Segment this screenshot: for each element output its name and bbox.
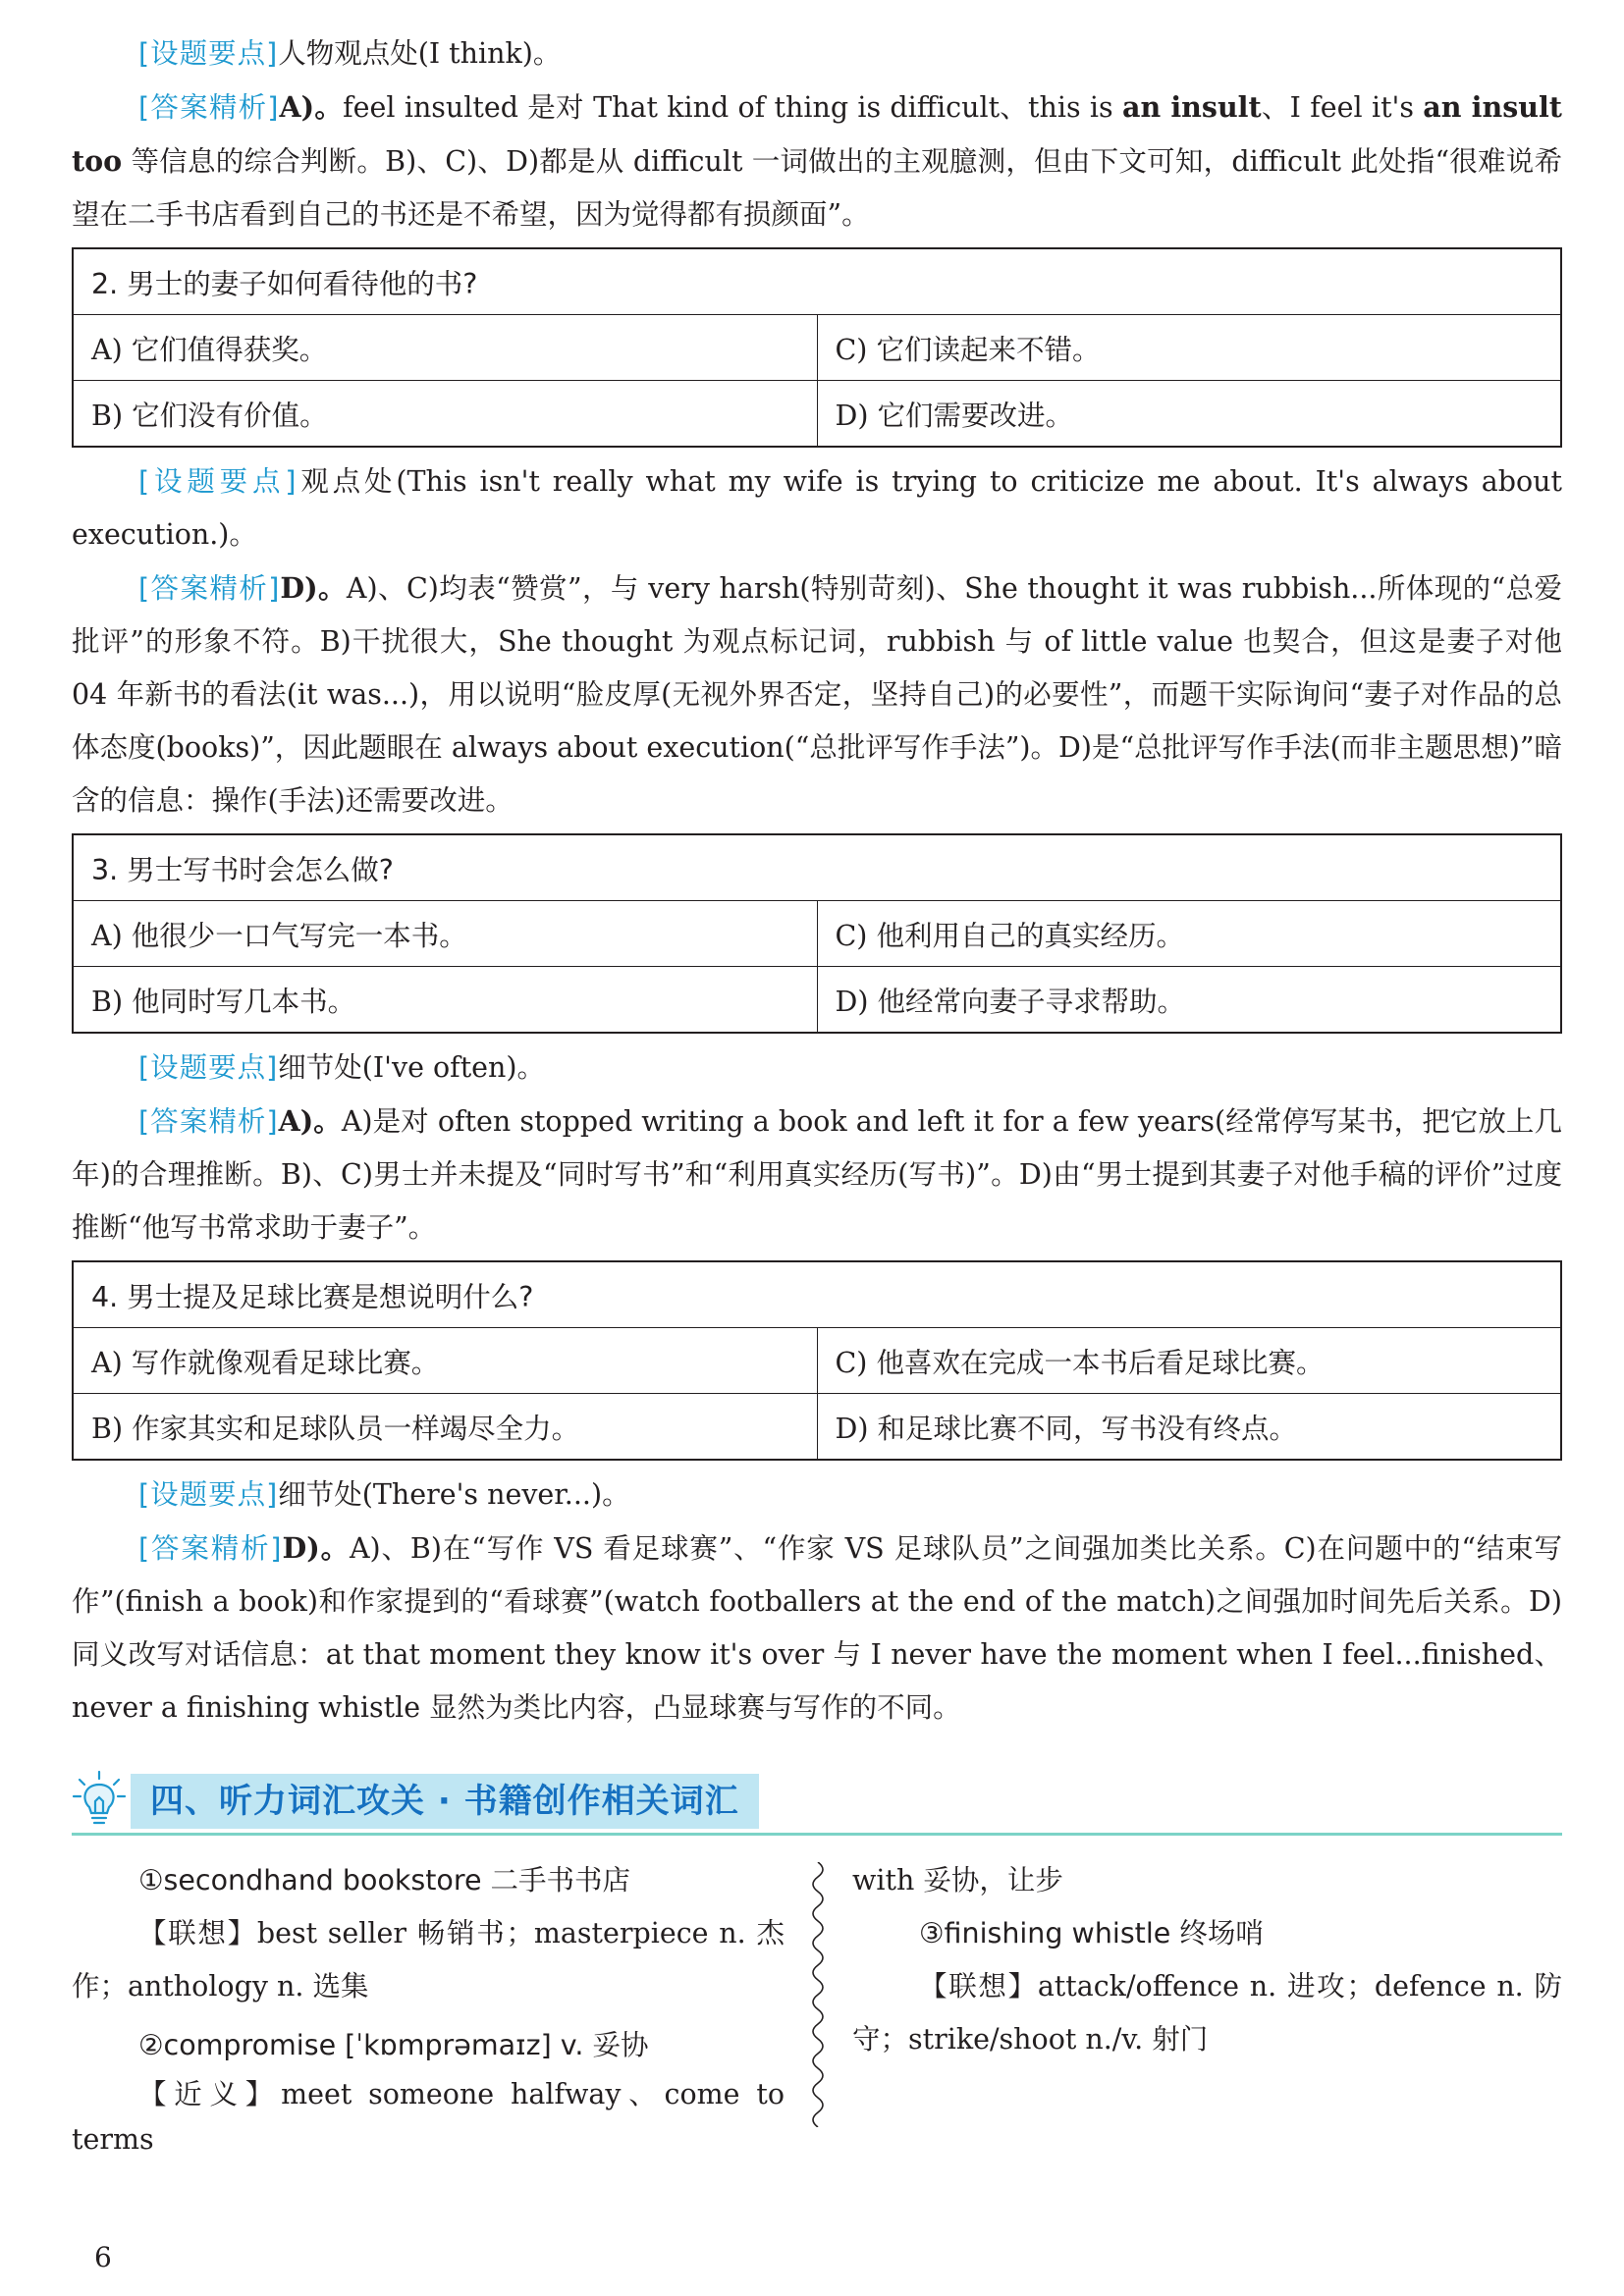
question-table-3: [72, 833, 1562, 1034]
vocab-item-1-association: 【联想】best seller 畅销书；masterpiece n. 杰作；anthology n. 选集: [72, 1917, 785, 2002]
vocab-item-3-association: 【联想】attack/offence n. 进攻；defence n. 防守；strike/shoot n./v. 射门: [852, 1970, 1562, 2056]
answer-analysis-tag: [答案精析]: [138, 572, 281, 605]
option-b: B) 他同时写几本书。: [73, 967, 817, 1034]
analysis-bold: an insult: [1121, 90, 1262, 124]
option-d: D) 它们需要改进。: [817, 381, 1561, 448]
section-title: 四、听力词汇攻关 · 书籍创作相关词汇: [131, 1774, 759, 1829]
section-rule: [72, 1833, 1562, 1836]
option-a: A) 写作就像观看足球比赛。: [73, 1328, 817, 1394]
question-stem: 4. 男士提及足球比赛是想说明什么?: [73, 1261, 1561, 1328]
analysis-bold: an insult too: [72, 90, 1562, 178]
answer-letter: D)。: [282, 1531, 350, 1565]
column-divider: [806, 1862, 830, 2127]
page-number: 6: [94, 2241, 112, 2273]
option-b: B) 作家其实和足球队员一样竭尽全力。: [73, 1394, 817, 1461]
key-point-text: 人物观点处(I think)。: [278, 37, 562, 70]
answer-analysis-tag: [答案精析]: [138, 91, 280, 124]
key-point-text: 观点处(This isn't really what my wife is trying to criticize me about. It's always about execution.)。: [72, 465, 1562, 551]
vocab-left-column: [72, 1854, 785, 2163]
option-d: D) 他经常向妻子寻求帮助。: [817, 967, 1561, 1034]
key-point-text: 细节处(There's never...)。: [278, 1478, 630, 1511]
option-c: C) 它们读起来不错。: [817, 315, 1561, 381]
analysis-text: A)是对 often stopped writing a book and left it for a few years(经常停写某书，把它放上几年)的合理推断。B)、C)男士并未提及“同时写书”和“利用真实经历(写书)”。D)由“男士提到其妻子对他手稿的评价”过度推断“他写书常求助于妻子”。: [72, 1105, 1562, 1244]
vocab-item-2-continued: with 妥协，让步: [852, 1864, 1063, 1896]
analysis-text: 等信息的综合判断。B)、C)、D)都是从 difficult 一词做出的主观臆测，但由下文可知，difficult 此处指“很难说希望在二手书店看到自己的书还是不希望，因为觉得都有损颜面”。: [72, 145, 1562, 231]
vocab-item-2-head: ②compromise [ˈkɒmprəmaɪz] v. 妥协: [138, 2029, 649, 2061]
key-point-tag: [设题要点]: [138, 1478, 279, 1511]
question-stem: 2. 男士的妻子如何看待他的书?: [73, 248, 1561, 315]
answer-letter: D)。: [280, 571, 347, 605]
q4-key-point: [72, 1468, 1562, 1522]
analysis-text: feel insulted 是对 That kind of thing is difficult、this is: [343, 91, 1122, 124]
option-c: C) 他喜欢在完成一本书后看足球比赛。: [817, 1328, 1561, 1394]
key-point-tag: [设题要点]: [138, 465, 298, 498]
analysis-text: A)、C)均表“赞赏”，与 very harsh(特别苛刻)、She thought it was rubbish...所体现的“总爱批评”的形象不符。B)干扰很大，She thought 为观点标记词，rubbish 与 of little value 也契合，但这是妻子对他 04 年新书的看法(it was...)，用以说明“脸皮厚(无视外界否定，坚持自己)的必要性”，而题干实际询问“妻子对作品的总体态度(books)”，因此题眼在 always about execution(“总批评写作手法”)。D)是“总批评写作手法(而非主题思想)”暗含的信息：操作(手法)还需要改进。: [72, 572, 1562, 817]
q3-key-point: [72, 1041, 1562, 1095]
q3-answer-analysis: [72, 1095, 1562, 1255]
answer-analysis-tag: [答案精析]: [138, 1532, 283, 1565]
q2-answer-analysis: [72, 561, 1562, 828]
page-content: [72, 27, 1562, 2156]
option-d: D) 和足球比赛不同，写书没有终点。: [817, 1394, 1561, 1461]
option-b: B) 它们没有价值。: [73, 381, 817, 448]
analysis-text: 、I feel it's: [1261, 91, 1424, 124]
q2-key-point: [72, 455, 1562, 561]
option-a: A) 他很少一口气写完一本书。: [73, 901, 817, 967]
option-a: A) 它们值得获奖。: [73, 315, 817, 381]
option-c: C) 他利用自己的真实经历。: [817, 901, 1561, 967]
key-point-text: 细节处(I've often)。: [278, 1051, 545, 1084]
vocab-right-column: [852, 1854, 1562, 2066]
answer-letter: A)。: [278, 1104, 342, 1138]
key-point-tag: [设题要点]: [138, 1051, 279, 1084]
question-stem: 3. 男士写书时会怎么做?: [73, 834, 1561, 901]
vocab-item-2-synonym: 【近义】meet someone halfway、come to terms: [72, 2078, 785, 2156]
q4-answer-analysis: [72, 1522, 1562, 1735]
vocab-item-1-head: ①secondhand bookstore 二手书书店: [138, 1864, 631, 1896]
question-table-2: [72, 247, 1562, 448]
answer-analysis-tag: [答案精析]: [138, 1105, 279, 1138]
vocabulary-list: [72, 1854, 1562, 2156]
analysis-text: A)、B)在“写作 VS 看足球赛”、“作家 VS 足球队员”之间强加类比关系。C)在问题中的“结束写作”(finish a book)和作家提到的“看球赛”(watch footballers at the end of the match)之间强加时间先后关系。D)同义改写对话信息：at that moment they know it's over 与 I never have the moment when I feel...finished、never a finishing whistle 显然为类比内容，凸显球赛与写作的不同。: [72, 1532, 1562, 1724]
question-table-4: [72, 1260, 1562, 1461]
lightbulb-icon: [72, 1770, 127, 1831]
answer-letter: A)。: [279, 90, 344, 124]
q1-answer-analysis: [72, 80, 1562, 241]
section-heading: [72, 1770, 1562, 1839]
key-point-tag: [设题要点]: [138, 37, 279, 70]
q1-key-point: [72, 27, 1562, 80]
vocab-item-3-head: ③finishing whistle 终场哨: [919, 1917, 1264, 1949]
